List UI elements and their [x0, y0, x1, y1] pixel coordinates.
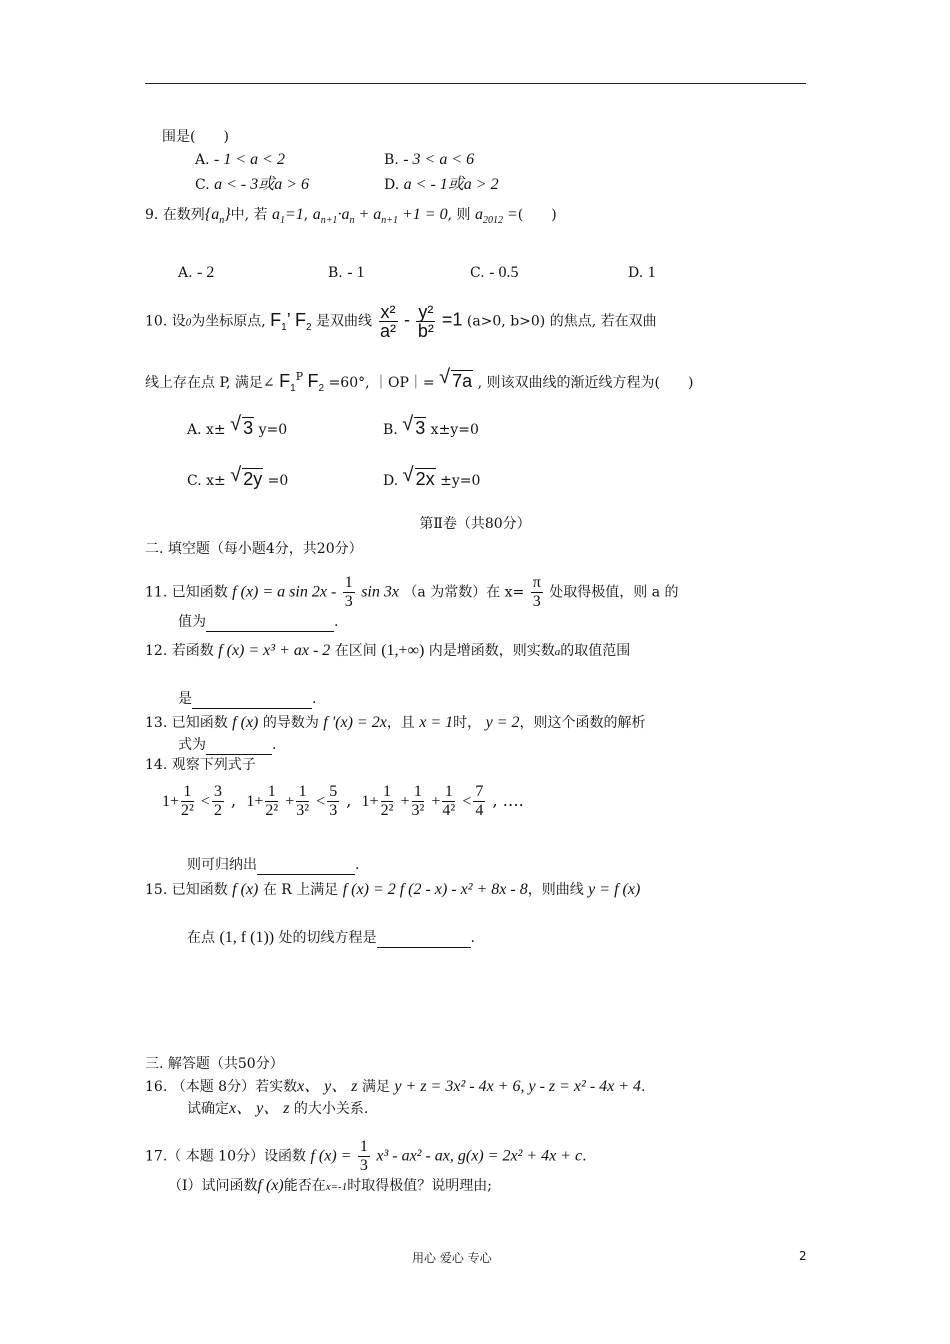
q9-stem: 9. 在数列$\{a_n\}$中, 若 $a_1=1$, $a_{n+1}\cdot a_n + a_{n+1} +1 = 0$, 则 $a_{2012}$ =( )	[145, 206, 557, 226]
q12-answer-blank[interactable]	[192, 708, 312, 709]
page-number: 2	[799, 1249, 807, 1263]
q12-answer-line: 是 .	[178, 691, 317, 707]
q10-option-b: B. √ 3 x±y=0	[383, 418, 479, 440]
q9-option-a: A. - 2	[178, 264, 215, 281]
q13-answer-line: 式为 .	[178, 737, 277, 753]
footer-text: 用心 爱心 专心	[412, 1251, 492, 1265]
q10-option-d: D. √ 2x ±y=0	[383, 469, 480, 491]
part2-title: 第Ⅱ卷（共80分）	[419, 516, 531, 532]
q13-stem: 13. 已知函数 f (x) 的导数为 f '(x) = 2x，且 x = 1时， y = 2，则这个函数的解析	[145, 714, 646, 731]
section3-heading: 三. 解答题（共50分）	[145, 1056, 284, 1072]
q10-stem-line1: 10. 设0为坐标原点, $F_1$’ $F_2$ 是双曲线 $\frac{\text{x²}}{\text{a²}}$ - $\frac{\text{y²}}{\text{b²}}$ =1 (a>0, b>0) 的焦点, 若在双曲	[145, 302, 657, 341]
q14-expressions: 1+ $\frac{1}{\text{2²}}$ < $\frac{3}{2}$ , 1+ $\frac{1}{\text{2²}}$ + $\frac{1}{\text{3²}}$ < $\frac{5}{3}$ , 1+ $\frac{1}{\text{2²}}$ + $\frac{1}{\text{3²}}$ + $\frac{1}{\text{4²}}$ < $\frac{7}{4}$ , ….	[162, 783, 524, 819]
q9-option-d: D. 1	[628, 264, 656, 281]
q8-option-b: B. - 3 < a < 6	[384, 151, 475, 168]
q15-stem: 15. 已知函数 f (x) 在 R 上满足 f (x) = 2 f (2 - x) - x² + 8x - 8，则曲线 y = f (x)	[145, 881, 641, 898]
q17-part1: （Ⅰ）试问函数f (x)能否在x=-1时取得极值？说明理由;	[168, 1177, 492, 1194]
q10-option-c: C. x± √ 2y =0	[187, 469, 288, 491]
q15-answer-line: 在点 (1, f (1)) 处的切线方程是 .	[187, 929, 475, 946]
q14-answer-line: 则可归纳出 .	[187, 857, 360, 873]
q8-option-c: C. a < - 3或a > 6	[195, 176, 310, 193]
q11-answer-blank[interactable]	[206, 631, 334, 632]
q10-stem-line2: 线上存在点 P, 满足∠ $F_1^P$ $F_2 =60^\circ$, ｜OP｜= √ 7a , 则该双曲线的渐近线方程为( )	[145, 367, 693, 399]
header-rule	[145, 83, 806, 84]
q8-option-d: D. a < - 1或a > 2	[384, 176, 499, 193]
q15-answer-blank[interactable]	[377, 947, 471, 948]
q16-stem: 16. （本题 8分）若实数x、 y、 z 满足 y + z = 3x² - 4x + 6, y - z = x² - 4x + 4.	[145, 1078, 646, 1095]
q8-option-a: A. - 1 < a < 2	[195, 151, 285, 168]
q16-line2: 试确定x、 y、 z 的大小关系.	[187, 1100, 369, 1117]
q11-stem: 11. 已知函数 f (x) = a sin 2x - $\frac{1}{3}$ sin 3x （a 为常数）在 x= $\frac{\pi}{3}$ 处取得极值，则 a 的	[145, 574, 679, 610]
q17-stem: 17.（ 本题 10分）设函数 f (x) = $\frac{1}{3}$ x³ - ax² - ax, g(x) = 2x² + 4x + c.	[145, 1138, 587, 1174]
q14-answer-blank[interactable]	[257, 874, 355, 875]
q12-stem: 12. 若函数 f (x) = x³ + ax - 2 在区间 (1,+∞) 内是增函数，则实数a的取值范围	[145, 642, 631, 659]
section2-heading: 二. 填空题（每小题4分，共20分）	[145, 541, 363, 557]
q11-answer-line: 值为 .	[178, 614, 339, 630]
q9-option-b: B. - 1	[328, 264, 365, 281]
q14-stem: 14. 观察下列式子	[145, 757, 256, 773]
q8-continuation: 围是( )	[162, 129, 229, 145]
q10-option-a: A. x± √ 3 y=0	[187, 418, 287, 440]
q9-option-c: C. - 0.5	[470, 264, 519, 281]
